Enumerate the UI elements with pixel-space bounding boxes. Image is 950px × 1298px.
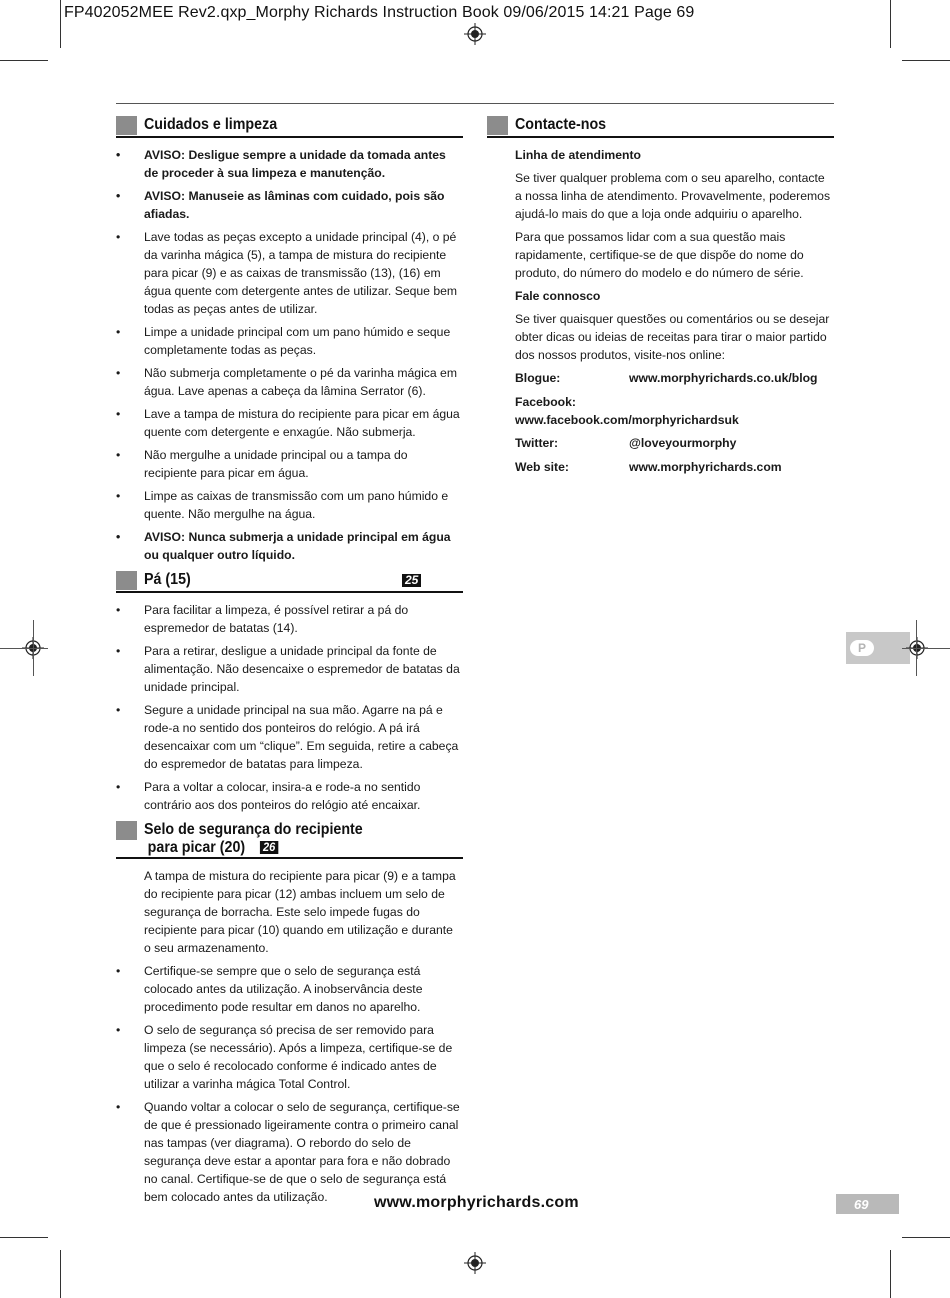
link-label: Web site: xyxy=(515,459,569,474)
list-item-text: Limpe a unidade principal com um pano húmido e seque completamente todas as peças. xyxy=(144,325,451,357)
top-rule xyxy=(116,103,834,104)
list-item-text: Para facilitar a limpeza, é possível retirar a pá do espremedor de batatas (14). xyxy=(144,603,409,635)
list-item: • Segure a unidade principal na sua mão. Agarre na pá e rode-a no sentido dos ponteiros do relógio. A pá irá desencaixar com um “clique”. Em seguida, retire a cabeça do espremedor de batatas para limpeza. xyxy=(116,703,459,771)
list-item: • Quando voltar a colocar o selo de segurança, certifique-se de que é pressionado ligeiramente contra o primeiro canal nas tampas (ver diagrama). O rebordo do selo de segurança deve estar a apontar para fora e não dobrado no canal. Certifique-se de que o selo de segurança está bem colocado antes da utilização. xyxy=(116,1100,460,1204)
figure-number-badge: 25 xyxy=(402,574,421,587)
helpline-paragraph: Para que possamos lidar com a sua questão mais rapidamente, certifique-se de que dispõe do nome do produto, do número do modelo e do número de série. xyxy=(515,230,804,280)
language-tab-letter: P xyxy=(850,640,874,656)
list-item: • Certifique-se sempre que o selo de segurança está colocado antes da utilização. A inobservância deste procedimento pode resultar em danos no aparelho. xyxy=(116,964,423,1014)
registration-line xyxy=(902,648,950,649)
crop-mark xyxy=(60,0,61,48)
list-item-text: Segure a unidade principal na sua mão. Agarre na pá e rode-a no sentido dos ponteiros do relógio. A pá irá desencaixar com um “clique”. Em seguida, retire a cabeça do espremedor de batatas para limpeza. xyxy=(144,703,459,771)
section-header-contacte xyxy=(487,114,834,138)
link-label: Twitter: xyxy=(515,436,559,450)
cuidados-list xyxy=(116,146,463,564)
list-item-text: Limpe as caixas de transmissão com um pano húmido e quente. Não mergulhe na água. xyxy=(144,489,449,521)
helpline-paragraph: Se tiver qualquer problema com o seu aparelho, contacte a nossa linha de atendimento. Provavelmente, poderemos ajudá-lo mais do que a loja onde adquiriu o aparelho. xyxy=(515,171,831,221)
list-item-text: Para a voltar a colocar, insira-a e rode-a no sentido contrário aos dos ponteiros do relógio até encaixar. xyxy=(144,780,421,812)
right-column xyxy=(487,114,834,481)
language-tab xyxy=(846,632,910,664)
list-item: • Lave todas as peças excepto a unidade principal (4), o pé da varinha mágica (5), a tampa de mistura do recipiente para picar (9) e as caixas de transmissão (13), (16) em água quente com detergente antes de utilizar. Seque bem todas as peças antes de utilizar. xyxy=(116,230,458,316)
list-item-text: O selo de segurança só precisa de ser removido para limpeza (se necessário). Após a limpeza, certifique-se de que o selo é recolocado conforme é indicado antes de utilizar a varinha mágica Total Control. xyxy=(144,1023,453,1091)
registration-mark-icon xyxy=(464,23,486,45)
link-label: Facebook: xyxy=(515,394,576,409)
selo-list xyxy=(116,962,463,1206)
registration-mark-icon xyxy=(464,1252,486,1274)
list-item-text: AVISO: Manuseie as lâminas com cuidado, pois são afiadas. xyxy=(144,189,445,221)
section-header-pa xyxy=(116,569,463,593)
crop-mark xyxy=(902,1237,950,1238)
link-row-facebook xyxy=(487,393,834,429)
list-item: • Limpe a unidade principal com um pano húmido e seque completamente todas as peças. xyxy=(116,325,451,357)
list-item-text: AVISO: Nunca submerja a unidade principal em água ou qualquer outro líquido. xyxy=(144,530,451,562)
section-header-cuidados xyxy=(116,114,463,138)
section-marker xyxy=(116,571,137,590)
list-item-text: AVISO: Desligue sempre a unidade da tomada antes de proceder à sua limpeza e manutenção. xyxy=(144,148,446,180)
section-marker xyxy=(116,116,137,135)
section-marker xyxy=(487,116,508,135)
list-item-text: Não submerja completamente o pé da varinha mágica em água. Lave apenas a cabeça da lâmina Serrator (6). xyxy=(144,366,457,398)
link-row-website xyxy=(487,458,834,476)
page-number: 69 xyxy=(854,1197,869,1212)
section-title: Cuidados e limpeza xyxy=(144,116,278,133)
list-item: • Não mergulhe a unidade principal ou a tampa do recipiente para picar em água. xyxy=(116,448,408,480)
crop-mark xyxy=(890,1250,891,1298)
section-title: Pá (15) xyxy=(144,571,191,588)
link-label: Blogue: xyxy=(515,371,561,385)
list-item: • Para a retirar, desligue a unidade principal da fonte de alimentação. Não desencaixe o espremedor de batatas da unidade principal. xyxy=(116,644,460,694)
list-item-text: Lave todas as peças excepto a unidade principal (4), o pé da varinha mágica (5), a tampa de mistura do recipiente para picar (9) e as caixas de transmissão (13), (16) em água quente com detergente antes de utilizar. Seque bem todas as peças antes de utilizar. xyxy=(144,230,458,316)
print-slug: FP402052MEE Rev2.qxp_Morphy Richards Instruction Book 09/06/2015 14:21 Page 69 xyxy=(64,4,695,21)
contact-heading: Fale connosco xyxy=(515,289,601,303)
link-value[interactable]: www.morphyrichards.com xyxy=(629,459,782,474)
list-item-text: Quando voltar a colocar o selo de segurança, certifique-se de que é pressionado ligeiramente contra o primeiro canal nas tampas (ver diagrama). O rebordo do selo de segurança deve estar a apontar para fora e não dobrado no canal. Certifique-se de que o selo de segurança está bem colocado antes da utilização. xyxy=(144,1100,460,1204)
list-item: • AVISO: Desligue sempre a unidade da tomada antes de proceder à sua limpeza e manutenção. xyxy=(116,148,446,180)
list-item-text: Não mergulhe a unidade principal ou a tampa do recipiente para picar em água. xyxy=(144,448,408,480)
selo-intro: A tampa de mistura do recipiente para picar (9) e a tampa do recipiente para picar (12) ambas incluem um selo de segurança de borracha. Este selo impede fugas do recipiente para picar (10) quando em utilização e durante o seu armazenamento. xyxy=(144,869,456,955)
crop-mark xyxy=(0,60,48,61)
link-value[interactable]: www.morphyrichards.co.uk/blog xyxy=(629,371,818,385)
list-item: • Limpe as caixas de transmissão com um pano húmido e quente. Não mergulhe na água. xyxy=(116,489,449,521)
section-header-selo xyxy=(116,819,463,859)
page-number-box xyxy=(836,1194,899,1214)
list-item-text: Certifique-se sempre que o selo de segurança está colocado antes da utilização. A inobservância deste procedimento pode resultar em danos no aparelho. xyxy=(144,964,423,1014)
crop-mark xyxy=(60,1250,61,1298)
registration-line xyxy=(0,648,48,649)
pa-list xyxy=(116,601,463,814)
figure-number-badge: 26 xyxy=(260,841,278,854)
list-item-text: Lave a tampa de mistura do recipiente para picar em água quente com detergente e enxagúe. Não submerja. xyxy=(144,407,460,439)
list-item: • AVISO: Manuseie as lâminas com cuidado, pois são afiadas. xyxy=(116,189,445,221)
list-item: • Não submerja completamente o pé da varinha mágica em água. Lave apenas a cabeça da lâmina Serrator (6). xyxy=(116,366,457,398)
left-column xyxy=(116,114,463,1211)
link-value[interactable]: www.facebook.com/morphyrichardsuk xyxy=(515,412,739,427)
crop-mark xyxy=(890,0,891,48)
registration-line xyxy=(33,620,34,676)
list-item: • Para a voltar a colocar, insira-a e rode-a no sentido contrário aos dos ponteiros do relógio até encaixar. xyxy=(116,780,421,812)
list-item: • AVISO: Nunca submerja a unidade principal em água ou qualquer outro líquido. xyxy=(116,530,451,562)
link-value[interactable]: @loveyourmorphy xyxy=(629,436,737,450)
link-row-blog xyxy=(487,369,834,387)
list-item: • Para facilitar a limpeza, é possível retirar a pá do espremedor de batatas (14). xyxy=(116,603,409,635)
crop-mark xyxy=(0,1237,48,1238)
section-title: Selo de segurança do recipiente para picar (20) 26 xyxy=(144,821,363,856)
footer-website[interactable]: www.morphyrichards.com xyxy=(374,1194,579,1211)
link-row-twitter xyxy=(487,434,834,452)
section-title: Contacte-nos xyxy=(515,116,607,133)
section-marker xyxy=(116,821,137,840)
list-item-text: Para a retirar, desligue a unidade principal da fonte de alimentação. Não desencaixe o espremedor de batatas da unidade principal. xyxy=(144,644,460,694)
helpline-heading: Linha de atendimento xyxy=(515,148,641,162)
list-item: • O selo de segurança só precisa de ser removido para limpeza (se necessário). Após a limpeza, certifique-se de que o selo é recolocado conforme é indicado antes de utilizar a varinha mágica Total Control. xyxy=(116,1023,453,1091)
crop-mark xyxy=(902,60,950,61)
contact-paragraph: Se tiver quaisquer questões ou comentários ou se desejar obter dicas ou ideias de receitas para tirar o maior partido dos nossos produtos, visite-nos online: xyxy=(515,312,830,362)
list-item: • Lave a tampa de mistura do recipiente para picar em água quente com detergente e enxagúe. Não submerja. xyxy=(116,407,460,439)
